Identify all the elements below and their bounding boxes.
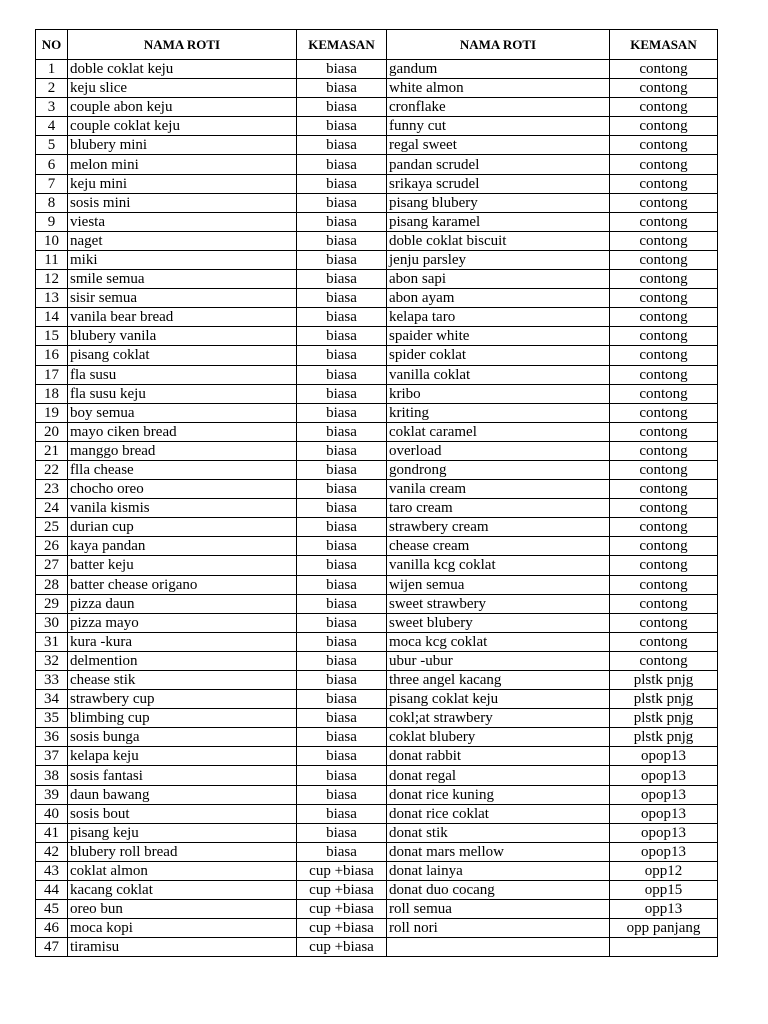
table-row [36, 460, 718, 479]
table-row [36, 518, 718, 537]
bread-name-right: taro cream [387, 499, 610, 518]
bread-name-right: abon ayam [387, 289, 610, 308]
packaging-left: biasa [297, 289, 387, 308]
bread-name-right: strawbery cream [387, 518, 610, 537]
packaging-right: contong [610, 460, 718, 479]
packaging-right: opop13 [610, 842, 718, 861]
bread-name-right [387, 938, 610, 957]
bread-name-left: sisir semua [68, 289, 297, 308]
packaging-right: contong [610, 384, 718, 403]
bread-name-right: donat mars mellow [387, 842, 610, 861]
packaging-left: biasa [297, 632, 387, 651]
bread-name-left: mayo ciken bread [68, 422, 297, 441]
bread-name-right: pandan scrudel [387, 155, 610, 174]
bread-name-right: roll semua [387, 900, 610, 919]
row-number: 47 [36, 938, 68, 957]
packaging-right: contong [610, 365, 718, 384]
packaging-left: biasa [297, 231, 387, 250]
header-kemasan-1: KEMASAN [297, 30, 387, 60]
row-number: 46 [36, 919, 68, 938]
bread-name-right: donat duo cocang [387, 881, 610, 900]
packaging-right: contong [610, 308, 718, 327]
packaging-right: plstk pnjg [610, 671, 718, 690]
bread-name-right: gondrong [387, 460, 610, 479]
table-row [36, 766, 718, 785]
bread-name-left: keju mini [68, 174, 297, 193]
table-row [36, 327, 718, 346]
bread-name-right: doble coklat biscuit [387, 231, 610, 250]
packaging-left: biasa [297, 98, 387, 117]
packaging-right: contong [610, 289, 718, 308]
bread-name-left: strawbery cup [68, 690, 297, 709]
table-row [36, 919, 718, 938]
bread-name-right: vanilla kcg coklat [387, 556, 610, 575]
packaging-right: contong [610, 499, 718, 518]
bread-name-left: blimbing cup [68, 709, 297, 728]
packaging-right: contong [610, 518, 718, 537]
bread-name-left: boy semua [68, 403, 297, 422]
table-row [36, 174, 718, 193]
bread-name-left: moca kopi [68, 919, 297, 938]
bread-name-right: white almon [387, 79, 610, 98]
bread-name-right: wijen semua [387, 575, 610, 594]
row-number: 44 [36, 881, 68, 900]
row-number: 23 [36, 480, 68, 499]
bread-name-right: moca kcg coklat [387, 632, 610, 651]
packaging-right: opp panjang [610, 919, 718, 938]
packaging-left: biasa [297, 308, 387, 327]
row-number: 45 [36, 900, 68, 919]
packaging-right: contong [610, 231, 718, 250]
row-number: 15 [36, 327, 68, 346]
bread-name-right: kelapa taro [387, 308, 610, 327]
bread-name-left: blubery vanila [68, 327, 297, 346]
packaging-right: opop13 [610, 804, 718, 823]
table-row [36, 900, 718, 919]
header-nama-roti-2: NAMA ROTI [387, 30, 610, 60]
row-number: 16 [36, 346, 68, 365]
table-row [36, 651, 718, 670]
packaging-right: contong [610, 556, 718, 575]
bread-name-left: daun bawang [68, 785, 297, 804]
row-number: 37 [36, 747, 68, 766]
packaging-left: biasa [297, 575, 387, 594]
table-row [36, 938, 718, 957]
bread-name-left: fla susu keju [68, 384, 297, 403]
packaging-left: biasa [297, 651, 387, 670]
bread-name-right: regal sweet [387, 136, 610, 155]
bread-name-right: jenju parsley [387, 250, 610, 269]
row-number: 5 [36, 136, 68, 155]
bread-name-left: oreo bun [68, 900, 297, 919]
table-row [36, 842, 718, 861]
bread-name-right: pisang karamel [387, 212, 610, 231]
bread-name-right: ubur -ubur [387, 651, 610, 670]
table-row [36, 422, 718, 441]
packaging-left: cup +biasa [297, 881, 387, 900]
bread-name-left: flla chease [68, 460, 297, 479]
packaging-left: biasa [297, 422, 387, 441]
bread-name-right: funny cut [387, 117, 610, 136]
table-row [36, 250, 718, 269]
packaging-left: biasa [297, 384, 387, 403]
bread-name-left: batter keju [68, 556, 297, 575]
table-row [36, 231, 718, 250]
packaging-left: biasa [297, 60, 387, 79]
bread-name-right: donat lainya [387, 861, 610, 880]
bread-name-left: batter chease origano [68, 575, 297, 594]
row-number: 31 [36, 632, 68, 651]
row-number: 32 [36, 651, 68, 670]
bread-name-left: miki [68, 250, 297, 269]
table-row [36, 785, 718, 804]
packaging-right: contong [610, 270, 718, 289]
table-row [36, 346, 718, 365]
packaging-left: biasa [297, 671, 387, 690]
packaging-right: contong [610, 613, 718, 632]
packaging-left: biasa [297, 747, 387, 766]
row-number: 17 [36, 365, 68, 384]
row-number: 3 [36, 98, 68, 117]
table-row [36, 480, 718, 499]
bread-name-right: gandum [387, 60, 610, 79]
bread-name-left: doble coklat keju [68, 60, 297, 79]
row-number: 9 [36, 212, 68, 231]
table-row [36, 804, 718, 823]
packaging-left: biasa [297, 804, 387, 823]
bread-name-right: kriting [387, 403, 610, 422]
packaging-left: biasa [297, 480, 387, 499]
bread-name-left: keju slice [68, 79, 297, 98]
row-number: 14 [36, 308, 68, 327]
row-number: 33 [36, 671, 68, 690]
table-row [36, 632, 718, 651]
row-number: 26 [36, 537, 68, 556]
bread-name-left: chocho oreo [68, 480, 297, 499]
bread-name-left: blubery roll bread [68, 842, 297, 861]
table-row [36, 747, 718, 766]
packaging-right: contong [610, 136, 718, 155]
packaging-right: opop13 [610, 823, 718, 842]
row-number: 36 [36, 728, 68, 747]
bread-name-left: vanila kismis [68, 499, 297, 518]
row-number: 1 [36, 60, 68, 79]
bread-name-right: cokl;at strawbery [387, 709, 610, 728]
packaging-left: biasa [297, 346, 387, 365]
bread-name-left: naget [68, 231, 297, 250]
row-number: 25 [36, 518, 68, 537]
packaging-left: biasa [297, 842, 387, 861]
table-row [36, 575, 718, 594]
packaging-right: contong [610, 117, 718, 136]
table-row [36, 117, 718, 136]
bread-name-right: donat rabbit [387, 747, 610, 766]
table-row [36, 881, 718, 900]
bread-name-right: coklat blubery [387, 728, 610, 747]
table-row [36, 384, 718, 403]
packaging-left: biasa [297, 594, 387, 613]
row-number: 40 [36, 804, 68, 823]
packaging-left: biasa [297, 823, 387, 842]
packaging-left: biasa [297, 136, 387, 155]
bread-name-right: cronflake [387, 98, 610, 117]
table-row [36, 270, 718, 289]
bread-name-right: abon sapi [387, 270, 610, 289]
packaging-left: biasa [297, 518, 387, 537]
packaging-left: biasa [297, 174, 387, 193]
bread-name-right: sweet strawbery [387, 594, 610, 613]
bread-name-left: kaya pandan [68, 537, 297, 556]
bread-name-left: chease stik [68, 671, 297, 690]
table-row [36, 403, 718, 422]
row-number: 29 [36, 594, 68, 613]
row-number: 41 [36, 823, 68, 842]
row-number: 24 [36, 499, 68, 518]
packaging-right: plstk pnjg [610, 690, 718, 709]
packaging-right: contong [610, 403, 718, 422]
bread-name-left: durian cup [68, 518, 297, 537]
bread-name-left: pizza mayo [68, 613, 297, 632]
bread-name-right: donat rice kuning [387, 785, 610, 804]
bread-name-right: spider coklat [387, 346, 610, 365]
packaging-left: biasa [297, 250, 387, 269]
header-row [36, 30, 718, 60]
row-number: 10 [36, 231, 68, 250]
packaging-right: contong [610, 480, 718, 499]
row-number: 39 [36, 785, 68, 804]
bread-name-right: vanila cream [387, 480, 610, 499]
row-number: 19 [36, 403, 68, 422]
row-number: 12 [36, 270, 68, 289]
bread-name-right: srikaya scrudel [387, 174, 610, 193]
packaging-right: contong [610, 327, 718, 346]
packaging-left: cup +biasa [297, 900, 387, 919]
row-number: 4 [36, 117, 68, 136]
packaging-right: contong [610, 193, 718, 212]
packaging-left: biasa [297, 556, 387, 575]
packaging-left: biasa [297, 403, 387, 422]
table-row [36, 671, 718, 690]
packaging-left: biasa [297, 270, 387, 289]
row-number: 34 [36, 690, 68, 709]
table-row [36, 709, 718, 728]
bread-name-left: couple abon keju [68, 98, 297, 117]
packaging-left: biasa [297, 441, 387, 460]
bread-name-left: kacang coklat [68, 881, 297, 900]
table-row [36, 60, 718, 79]
packaging-left: biasa [297, 785, 387, 804]
packaging-left: biasa [297, 460, 387, 479]
packaging-left: biasa [297, 193, 387, 212]
row-number: 6 [36, 155, 68, 174]
packaging-right: opp12 [610, 861, 718, 880]
packaging-left: biasa [297, 709, 387, 728]
packaging-right: contong [610, 651, 718, 670]
bread-name-right: coklat caramel [387, 422, 610, 441]
table-body [36, 60, 718, 957]
packaging-right: plstk pnjg [610, 709, 718, 728]
bread-name-left: blubery mini [68, 136, 297, 155]
bread-name-right: overload [387, 441, 610, 460]
packaging-right: opop13 [610, 785, 718, 804]
row-number: 28 [36, 575, 68, 594]
bread-name-right: donat regal [387, 766, 610, 785]
packaging-left: biasa [297, 365, 387, 384]
table-row [36, 365, 718, 384]
table-row [36, 212, 718, 231]
bread-name-left: sosis fantasi [68, 766, 297, 785]
bread-name-left: pisang coklat [68, 346, 297, 365]
table-row [36, 289, 718, 308]
table-header [36, 30, 718, 60]
packaging-right: contong [610, 632, 718, 651]
row-number: 21 [36, 441, 68, 460]
table-row [36, 823, 718, 842]
table-row [36, 98, 718, 117]
packaging-right: contong [610, 60, 718, 79]
bread-name-right: donat stik [387, 823, 610, 842]
packaging-left: biasa [297, 537, 387, 556]
row-number: 2 [36, 79, 68, 98]
row-number: 18 [36, 384, 68, 403]
bread-name-right: chease cream [387, 537, 610, 556]
bread-name-left: manggo bread [68, 441, 297, 460]
packaging-right: opop13 [610, 766, 718, 785]
packaging-left: biasa [297, 117, 387, 136]
packaging-right: contong [610, 98, 718, 117]
bread-name-left: viesta [68, 212, 297, 231]
bread-name-left: coklat almon [68, 861, 297, 880]
packaging-right [610, 938, 718, 957]
row-number: 43 [36, 861, 68, 880]
table-row [36, 690, 718, 709]
table-row [36, 155, 718, 174]
table-row [36, 594, 718, 613]
table-row [36, 136, 718, 155]
table-row [36, 556, 718, 575]
bread-name-right: spaider white [387, 327, 610, 346]
bread-name-right: sweet blubery [387, 613, 610, 632]
table-row [36, 537, 718, 556]
table-row [36, 193, 718, 212]
bread-name-left: sosis bout [68, 804, 297, 823]
table-row [36, 861, 718, 880]
packaging-left: biasa [297, 212, 387, 231]
row-number: 30 [36, 613, 68, 632]
bread-name-left: pisang keju [68, 823, 297, 842]
bread-name-left: pizza daun [68, 594, 297, 613]
packaging-right: contong [610, 155, 718, 174]
packaging-left: cup +biasa [297, 861, 387, 880]
table-row [36, 79, 718, 98]
header-kemasan-2: KEMASAN [610, 30, 718, 60]
bread-name-right: roll nori [387, 919, 610, 938]
bread-name-right: pisang blubery [387, 193, 610, 212]
row-number: 7 [36, 174, 68, 193]
bread-name-left: fla susu [68, 365, 297, 384]
packaging-left: biasa [297, 155, 387, 174]
row-number: 35 [36, 709, 68, 728]
bread-name-right: donat rice coklat [387, 804, 610, 823]
packaging-left: biasa [297, 327, 387, 346]
packaging-right: contong [610, 422, 718, 441]
bread-name-left: melon mini [68, 155, 297, 174]
packaging-left: biasa [297, 613, 387, 632]
bread-packaging-table [35, 29, 718, 957]
packaging-right: contong [610, 250, 718, 269]
packaging-right: contong [610, 346, 718, 365]
packaging-right: opp15 [610, 881, 718, 900]
bread-name-left: smile semua [68, 270, 297, 289]
bread-name-right: vanilla coklat [387, 365, 610, 384]
packaging-right: contong [610, 212, 718, 231]
packaging-right: contong [610, 594, 718, 613]
bread-name-left: delmention [68, 651, 297, 670]
bread-name-left: vanila bear bread [68, 308, 297, 327]
bread-name-left: kelapa keju [68, 747, 297, 766]
packaging-left: biasa [297, 766, 387, 785]
packaging-right: opop13 [610, 747, 718, 766]
packaging-left: cup +biasa [297, 919, 387, 938]
packaging-right: contong [610, 537, 718, 556]
packaging-left: biasa [297, 79, 387, 98]
packaging-right: contong [610, 441, 718, 460]
bread-name-right: three angel kacang [387, 671, 610, 690]
row-number: 11 [36, 250, 68, 269]
bread-name-right: pisang coklat keju [387, 690, 610, 709]
packaging-right: opp13 [610, 900, 718, 919]
table-row [36, 613, 718, 632]
row-number: 27 [36, 556, 68, 575]
packaging-right: contong [610, 174, 718, 193]
bread-name-left: sosis mini [68, 193, 297, 212]
table-row [36, 441, 718, 460]
row-number: 22 [36, 460, 68, 479]
row-number: 38 [36, 766, 68, 785]
bread-name-left: sosis bunga [68, 728, 297, 747]
packaging-right: contong [610, 575, 718, 594]
bread-name-left: kura -kura [68, 632, 297, 651]
table-row [36, 308, 718, 327]
packaging-left: cup +biasa [297, 938, 387, 957]
packaging-right: plstk pnjg [610, 728, 718, 747]
packaging-left: biasa [297, 499, 387, 518]
row-number: 20 [36, 422, 68, 441]
row-number: 8 [36, 193, 68, 212]
row-number: 13 [36, 289, 68, 308]
packaging-right: contong [610, 79, 718, 98]
header-nama-roti-1: NAMA ROTI [68, 30, 297, 60]
bread-name-left: couple coklat keju [68, 117, 297, 136]
header-no: NO [36, 30, 68, 60]
table-row [36, 499, 718, 518]
row-number: 42 [36, 842, 68, 861]
bread-name-right: kribo [387, 384, 610, 403]
bread-name-left: tiramisu [68, 938, 297, 957]
packaging-left: biasa [297, 728, 387, 747]
table-row [36, 728, 718, 747]
packaging-left: biasa [297, 690, 387, 709]
